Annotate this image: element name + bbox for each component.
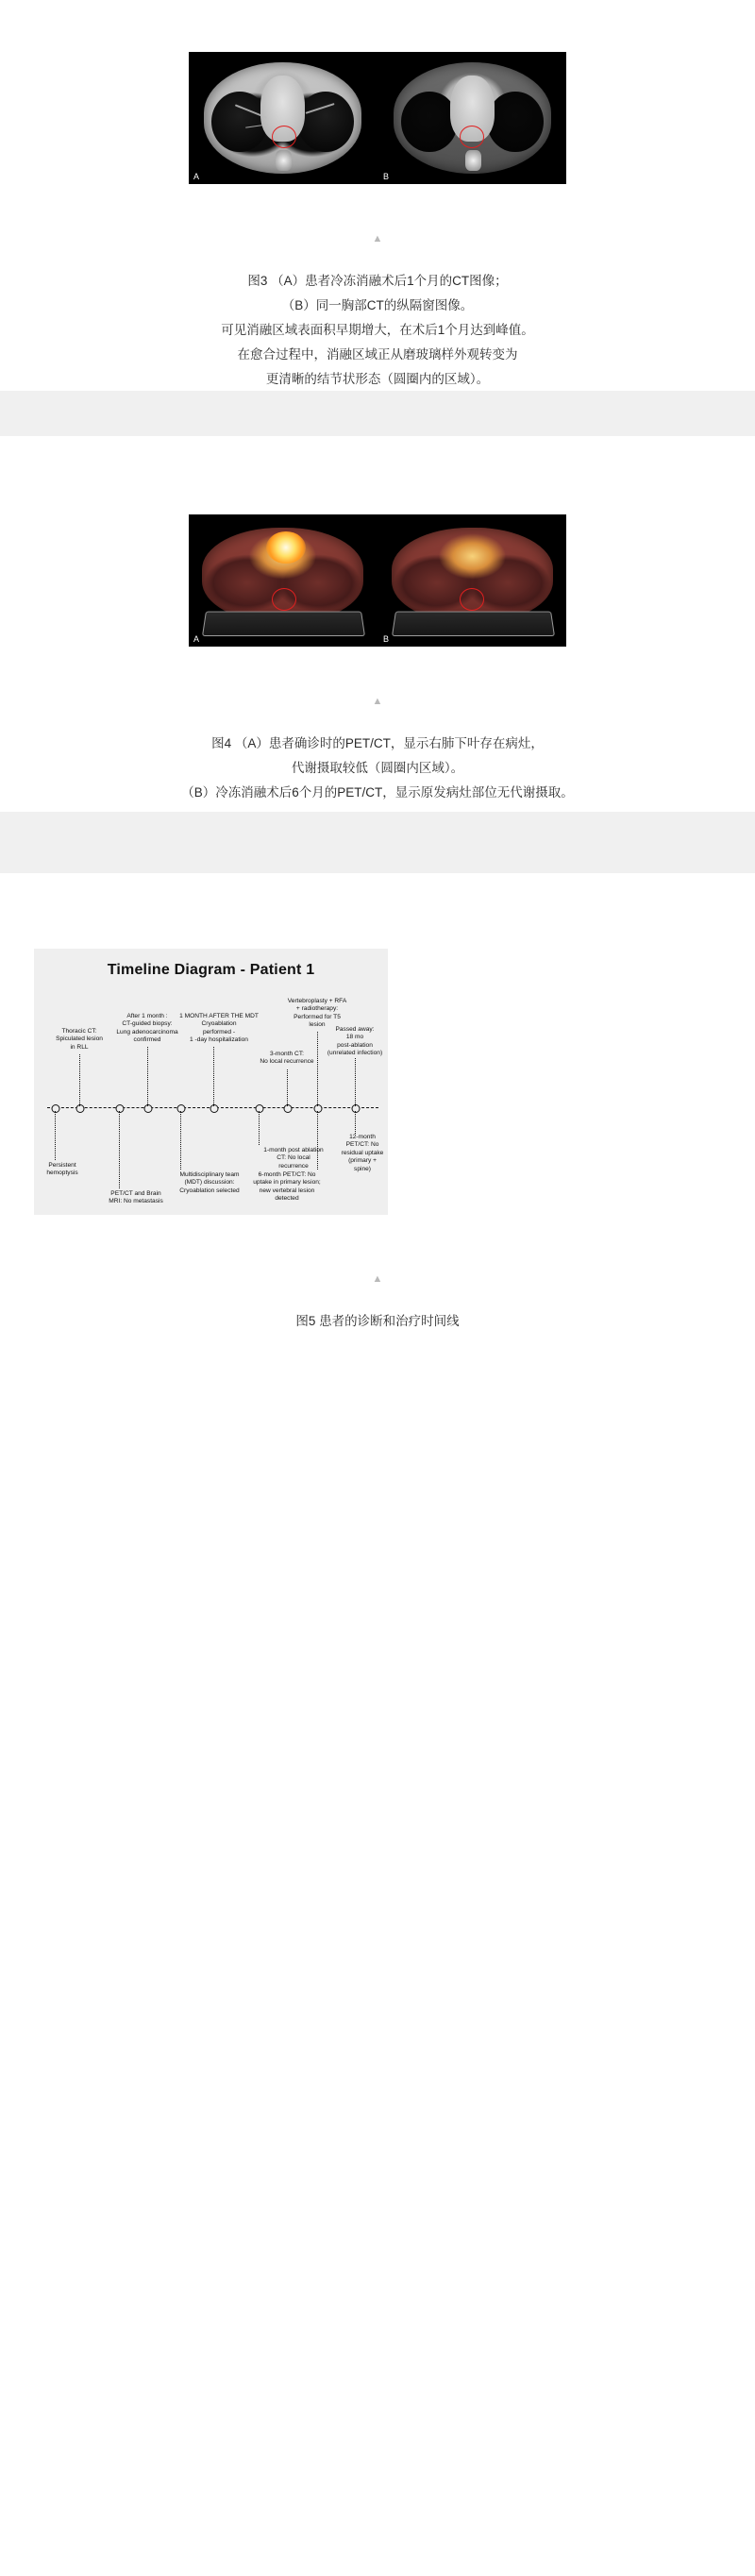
- timeline-event-line: residual uptake: [341, 1149, 384, 1156]
- timeline-event-above-2: [110, 1013, 184, 1045]
- timeline-event-line: Cryoablation: [201, 1020, 237, 1028]
- panel-label-b: B: [383, 634, 390, 644]
- timeline-event-line: MRI: No metastasis: [109, 1198, 163, 1205]
- timeline-stem: [180, 1111, 181, 1170]
- figure-3-arrow-separator: ▲: [372, 233, 383, 244]
- timeline-node: [314, 1104, 323, 1113]
- timeline-event-above-4: [253, 1051, 321, 1067]
- timeline-event-below-1: [34, 1162, 91, 1178]
- timeline-event-line: Passed away:: [335, 1026, 375, 1033]
- timeline-node: [256, 1104, 264, 1113]
- timeline-event-line: PET/CT: No: [345, 1141, 379, 1149]
- timeline-node: [144, 1104, 153, 1113]
- timeline-event-line: Lung adenocarcinoma: [116, 1028, 178, 1035]
- timeline-stem: [317, 1032, 318, 1106]
- timeline-event-line: spine): [354, 1165, 371, 1172]
- vertebra: [465, 150, 482, 171]
- figure-3-caption-line-2: （B）同一胸部CT的纵隔窗图像。: [281, 298, 474, 312]
- figure-3-caption: [0, 269, 755, 392]
- lesion-circle-marker: [272, 126, 296, 148]
- timeline-event-above-3: [178, 1013, 260, 1045]
- timeline-event-line: Spiculated lesion: [56, 1035, 103, 1043]
- left-lung-field: [401, 92, 458, 152]
- timeline-event-line: Multidisciplinary team: [179, 1171, 240, 1178]
- pet-ct-panel-a: [189, 514, 377, 647]
- lesion-circle-marker: [272, 588, 296, 611]
- figure-3-caption-line-5: 更清晰的结节状形态（圆圈内的区域）。: [265, 372, 490, 386]
- pet-ct-image-pair: [189, 514, 566, 647]
- timeline-stem: [355, 1111, 356, 1134]
- timeline-node: [52, 1104, 60, 1113]
- timeline-event-line: new vertebral lesion: [259, 1187, 315, 1194]
- timeline-event-below-3: [169, 1171, 250, 1195]
- timeline-event-line: 12-month: [349, 1134, 376, 1140]
- timeline-canvas: [34, 949, 388, 1215]
- figure-3-images: [0, 52, 755, 184]
- timeline-event-line: (MDT) discussion:: [184, 1179, 235, 1187]
- vertebra: [276, 150, 293, 171]
- timeline-event-line: post-ablation: [337, 1041, 373, 1049]
- timeline-stem: [147, 1047, 148, 1106]
- timeline-event-line-bold: 6-month PET/CT: No: [258, 1171, 316, 1178]
- timeline-event-line: detected: [275, 1195, 299, 1203]
- figure-3-caption-line-3: 可见消融区域表面积早期增大，在术后1个月达到峰值。: [221, 323, 534, 337]
- scanner-table: [202, 611, 365, 636]
- timeline-event-line: Cryoablation selected: [179, 1187, 240, 1194]
- timeline-event-line: No local recurrence: [260, 1058, 314, 1066]
- timeline-stem: [259, 1111, 260, 1145]
- timeline-event-line: recurrence: [278, 1162, 309, 1170]
- timeline-event-line: performed -: [202, 1028, 236, 1035]
- timeline-event-line: confirmed: [133, 1036, 161, 1044]
- timeline-event-above-1: [46, 1028, 112, 1052]
- timeline-stem: [355, 1058, 356, 1106]
- timeline-event-line-bold: After 1 month :: [126, 1013, 168, 1019]
- panel-label-a: A: [193, 172, 200, 181]
- timeline-event-below-4: [252, 1147, 335, 1170]
- ct-panel-a-lung-window: [189, 52, 377, 184]
- figure-4-arrow-separator: ▲: [372, 696, 383, 707]
- timeline-node: [210, 1104, 219, 1113]
- timeline-node: [284, 1104, 293, 1113]
- ct-mediastinal-window-render: [378, 52, 566, 184]
- pet-hot-uptake-focus: [266, 531, 306, 564]
- lesion-circle-marker: [460, 126, 484, 148]
- timeline-event-line: hemoptysis: [46, 1170, 78, 1177]
- figure-4-caption-line-1: 图4 （A）患者确诊时的PET/CT，显示右肺下叶存在病灶，: [211, 736, 544, 750]
- ct-lung-window-render: [189, 52, 377, 184]
- timeline-event-below-2: [100, 1190, 172, 1206]
- timeline-event-line: CT-guided biopsy:: [122, 1020, 173, 1028]
- timeline-event-below-5: [241, 1171, 333, 1204]
- timeline-node: [177, 1104, 186, 1113]
- timeline-node: [116, 1104, 125, 1113]
- timeline-event-line: + radiotherapy:: [295, 1005, 339, 1013]
- figure-5-arrow-separator: ▲: [372, 1273, 383, 1285]
- timeline-event-line: 3-month CT:: [270, 1051, 304, 1057]
- timeline-event-line-bold: 1 MONTH AFTER THE MDT: [179, 1013, 259, 1019]
- scanner-table: [392, 611, 555, 636]
- timeline-event-line: (unrelated infection): [327, 1050, 383, 1057]
- timeline-event-above-5: [280, 998, 354, 1030]
- timeline-stem: [79, 1054, 80, 1106]
- timeline-event-line: Thoracic CT:: [61, 1028, 97, 1035]
- timeline-event-line: Performed for T5: [294, 1013, 341, 1020]
- timeline-event-line: 18 mo: [345, 1034, 364, 1041]
- section-spacer-band-1: [0, 391, 755, 436]
- timeline-event-above-6: [321, 1026, 389, 1058]
- panel-label-a: A: [193, 634, 200, 644]
- timeline-event-line: (primary +: [348, 1157, 377, 1165]
- timeline-stem: [55, 1111, 56, 1160]
- timeline-stem: [119, 1111, 120, 1188]
- panel-label-b: B: [383, 172, 390, 181]
- timeline-event-line: 1 -day hospitalization: [190, 1036, 248, 1044]
- timeline-node: [352, 1104, 361, 1113]
- right-lung-field: [487, 92, 544, 152]
- timeline-stem: [287, 1069, 288, 1106]
- timeline-event-line: CT: No local: [277, 1154, 310, 1162]
- pet-ct-panel-b: [378, 514, 566, 647]
- ct-image-pair: [189, 52, 566, 184]
- section-spacer-band-2: [0, 812, 755, 873]
- timeline-node: [76, 1104, 85, 1113]
- timeline-event-line: Vertebroplasty + RFA: [287, 998, 347, 1004]
- timeline-stem: [213, 1047, 214, 1106]
- figure-3-caption-line-1: 图3 （A）患者冷冻消融术后1个月的CT图像；: [247, 274, 508, 288]
- figure-5-caption: 图5 患者的诊断和治疗时间线: [295, 1314, 460, 1328]
- figure-5-timeline-diagram: [34, 949, 388, 1215]
- timeline-event-line: in RLL: [70, 1043, 89, 1051]
- figure-4-caption: [0, 732, 755, 805]
- left-lung-field: [211, 92, 268, 152]
- timeline-event-line: lesion: [309, 1021, 326, 1029]
- right-lung-field: [297, 92, 354, 152]
- timeline-event-line: Persistent: [48, 1162, 76, 1169]
- timeline-event-line: 1-month post ablation: [263, 1147, 324, 1153]
- timeline-event-line: uptake in primary lesion;: [253, 1179, 321, 1187]
- figure-4-caption-line-3: （B）冷冻消融术后6个月的PET/CT，显示原发病灶部位无代谢摄取。: [181, 785, 574, 800]
- timeline-event-line: PET/CT and Brain: [110, 1190, 161, 1197]
- timeline-event-below-6: [336, 1134, 389, 1173]
- figure-4-caption-line-2: 代谢摄取较低（圆圈内区域）。: [291, 761, 464, 775]
- figure-4-images: [0, 514, 755, 647]
- timeline-title: Timeline Diagram - Patient 1: [107, 962, 315, 978]
- lesion-circle-marker: [460, 588, 484, 611]
- ct-panel-b-mediastinal-window: [378, 52, 566, 184]
- figure-3-caption-line-4: 在愈合过程中，消融区域正从磨玻璃样外观转变为: [237, 347, 518, 362]
